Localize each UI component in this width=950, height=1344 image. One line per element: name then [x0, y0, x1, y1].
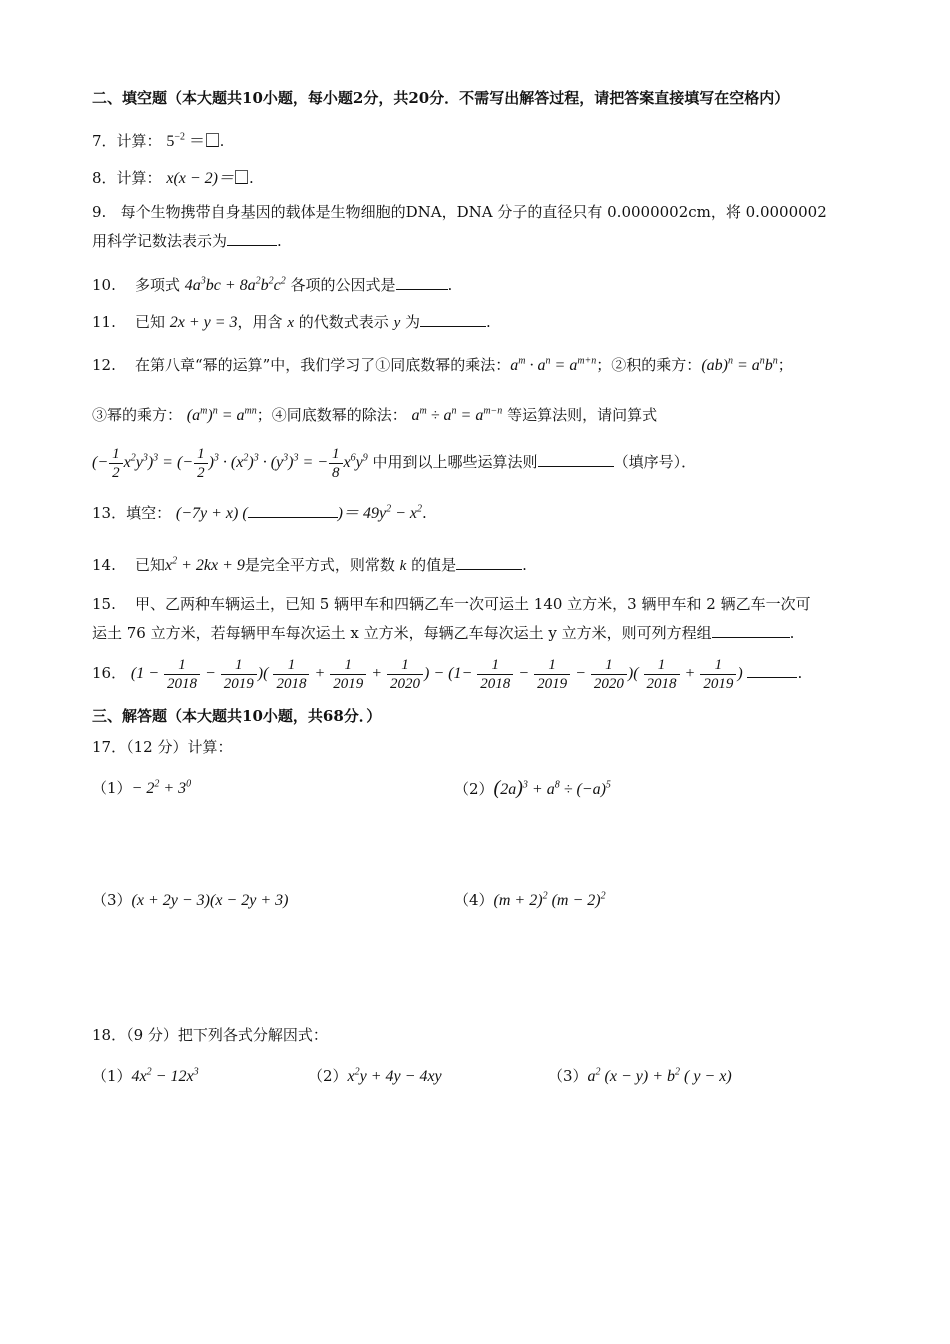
answer-blank[interactable] [227, 231, 277, 246]
question-12: 12. 在第八章“幂的运算”中，我们学习了①同底数幂的乘法：$a^m \cdot a^n = a^{m+n}$；②积的乘方：$(ab)^n = a^nb^n$； [92, 355, 793, 374]
q15-number: 15. [92, 595, 116, 613]
q12-text-e: 等运算法则，请问算式 [507, 406, 658, 424]
q18-p2-label: （2） [308, 1067, 348, 1085]
q14-text-c: 的值是 [411, 556, 457, 574]
q17-p2-expression: $(2a)^3 + a^8 \div (-a)^5$ [493, 777, 611, 799]
question-14: 14. 已知$x^2 + 2kx + 9$是完全平方式，则常数 k 的值是 . [92, 555, 527, 574]
answer-blank[interactable] [396, 275, 448, 290]
q11-expression: 2x + y = 3 [169, 314, 238, 331]
answer-box[interactable] [206, 133, 219, 147]
q14-expression: $x^2 + 2kx + 9$ [164, 555, 245, 574]
q12-text-b: ；②积的乘方： [596, 356, 702, 374]
q15-line-1: 甲、乙两种车辆运土，已知 5 辆甲车和四辆乙车一次可运土 140 立方米，3 辆甲车和 2 辆乙车一次可 [134, 595, 811, 613]
q16-expression: (1 − $\frac{1}{2018}$ − $\frac{1}{2019}$ )( $\frac{1}{2018}$ + $\frac{1}{2019}$ + $\frac{1}{2020}$ ) − (1− $\frac{1}{2018}$ − $\frac{1}{2019}$ − $\frac{1}{2020}$ )( $\frac{1}{2018}$ + $\frac{1}{2019}$ ) [130, 656, 743, 692]
q11-text-c: 的代数式表示 [298, 313, 389, 331]
question-9 [92, 202, 827, 222]
q11-number: 11. [92, 313, 116, 331]
question-15-cont: 运土 76 立方米，若每辆甲车每次运土 x 立方米，每辆乙车每次运土 y 立方米，则可列方程组 . [92, 624, 795, 642]
q17-p3-label: （3） [92, 891, 132, 909]
q17-p2-label: （2） [454, 780, 494, 798]
question-15 [92, 594, 811, 614]
q8-expression: x(x − 2)＝ [166, 170, 235, 187]
q13-number: 13． [92, 504, 127, 522]
var-k: k [399, 558, 407, 574]
section-2-title: 二、填空题（本大题共10小题，每小题2分，共20分．不需写出解答过程，请把答案直接填写在空格内） [92, 89, 790, 107]
q18-p1-label: （1） [92, 1067, 132, 1085]
q18-p2-expression: $x^2y + 4y - 4xy$ [347, 1066, 442, 1085]
question-12-line-2 [92, 405, 657, 426]
q12-note: （填序号）． [613, 453, 697, 471]
q12-text-f: 中用到以上哪些运算法则 [372, 453, 538, 471]
q12-text-c: ③幂的乘方： [92, 406, 183, 424]
question-13: 13．填空： (−7y + x) ( )＝ $49y^2 - x^2$. [92, 503, 427, 522]
q18-p3-expression: $a^2$ $(x - y) + b^2$ ( y − x) [587, 1066, 732, 1085]
q10-text-b: 各项的公因式是 [290, 276, 396, 294]
q10-text: 多项式 [134, 276, 180, 294]
q16-number: 16． [92, 664, 127, 682]
q11-text-d: 为 [405, 313, 421, 331]
q17-part-4 [454, 890, 606, 911]
q18-p3-label: （3） [548, 1067, 588, 1085]
answer-blank[interactable] [456, 555, 522, 570]
q17-part-3 [92, 890, 288, 911]
q7-text: 计算： [116, 132, 162, 150]
rule-2: $(ab)^n = a^nb^n$ [701, 355, 778, 374]
question-17-title: 17．（12 分）计算： [92, 738, 233, 756]
q7-number: 7． [92, 132, 117, 150]
q13-expression: (−7y + x) ( )＝ $49y^2 - x^2$ [175, 503, 423, 522]
rule-3: $(a^m)^n = a^{mn}$ [186, 405, 257, 424]
answer-blank[interactable] [420, 312, 486, 327]
q14-text: 已知 [134, 556, 165, 574]
q14-number: 14. [92, 556, 116, 574]
answer-blank[interactable] [248, 503, 338, 518]
q9-number: 9. [92, 203, 107, 221]
q11-text: 已知 [134, 313, 165, 331]
answer-blank[interactable] [712, 623, 790, 638]
question-11: 11. 已知 2x + y = 3，用含 x 的代数式表示 y 为 . [92, 313, 491, 331]
q9-line-2: 用科学记数法表示为 [92, 232, 228, 250]
q11-text-b: ，用含 [237, 313, 283, 331]
q17-p1-label: （1） [92, 779, 132, 797]
q12-expression: (− $\frac{1}{2}$ $x^2y^3)^3$ = (− $\frac{1}{2}$ )$^3 \cdot (x^2)^3 \cdot (y^3)^3$ = − $\frac{1}{8}$ $x^6y^9$ [92, 445, 368, 481]
question-8: 8．计算： x(x − 2)＝ . [92, 169, 254, 187]
answer-blank[interactable] [747, 663, 797, 678]
q13-text: 填空： [126, 504, 172, 522]
rule-4: $a^m \div a^n = a^{m-n}$ [411, 405, 503, 424]
q18-p1-expression: $4x^2 - 12x^3$ [131, 1066, 199, 1085]
q18-part-1 [92, 1066, 199, 1087]
question-18-title: 18．（9 分）把下列各式分解因式： [92, 1026, 328, 1044]
q10-number: 10. [92, 276, 116, 294]
section-3-title: 三、解答题（本大题共10小题，共68分．） [92, 707, 382, 725]
question-9-cont: 用科学记数法表示为 . [92, 232, 282, 250]
q15-line-2: 运土 76 立方米，若每辆甲车每次运土 x 立方米，每辆乙车每次运土 y 立方米，则可列方程组 [92, 624, 712, 642]
q12-text-d: ；④同底数幂的除法： [256, 406, 407, 424]
q10-expression: $4a^3bc + 8a^2b^2c^2$ [184, 275, 286, 294]
answer-box[interactable] [235, 170, 248, 184]
q8-text: 计算： [116, 169, 162, 187]
q14-text-b: 是完全平方式，则常数 [244, 556, 395, 574]
q7-expression: $5^{-2}$ ＝ . [166, 131, 224, 150]
q17-p4-expression: $(m + 2)^2$ $(m - 2)^2$ [493, 890, 606, 909]
var-x: x [287, 315, 294, 331]
q17-part-1 [92, 778, 191, 799]
q8-number: 8． [92, 169, 117, 187]
q18-part-2 [308, 1066, 442, 1087]
question-16: 16． (1 − $\frac{1}{2018}$ − $\frac{1}{2019}$ )( $\frac{1}{2018}$ + $\frac{1}{2019}$ + $\frac{1}{2020}$ ) − (1− $\frac{1}{2018}$ − $\frac{1}{2019}$ − $\frac{1}{2020}$ )( $\frac{1}{2018}$ + $\frac{1}{2019}$ ) . [92, 656, 803, 692]
question-7 [92, 131, 224, 152]
q9-line-1: 每个生物携带自身基因的载体是生物细胞的DNA，DNA 分子的直径只有 0.0000002cm，将 0.0000002 [120, 203, 827, 221]
q18-part-3 [548, 1066, 732, 1087]
question-12-line-3 [92, 442, 696, 483]
q17-p3-expression: (x + 2y − 3)(x − 2y + 3) [131, 892, 289, 909]
q12-number: 12. [92, 356, 116, 374]
answer-blank[interactable] [538, 452, 614, 467]
q17-part-2 [454, 778, 611, 800]
var-y: y [393, 315, 401, 331]
q17-p4-label: （4） [454, 891, 494, 909]
q12-text: 在第八章“幂的运算”中，我们学习了①同底数幂的乘法： [134, 356, 511, 374]
rule-1: $a^m \cdot a^n = a^{m+n}$ [510, 355, 597, 374]
question-10: 10. 多项式 $4a^3bc + 8a^2b^2c^2$ 各项的公因式是 . [92, 275, 453, 294]
q17-p1-expression: − $2^2 + 3^0$ [131, 778, 192, 797]
